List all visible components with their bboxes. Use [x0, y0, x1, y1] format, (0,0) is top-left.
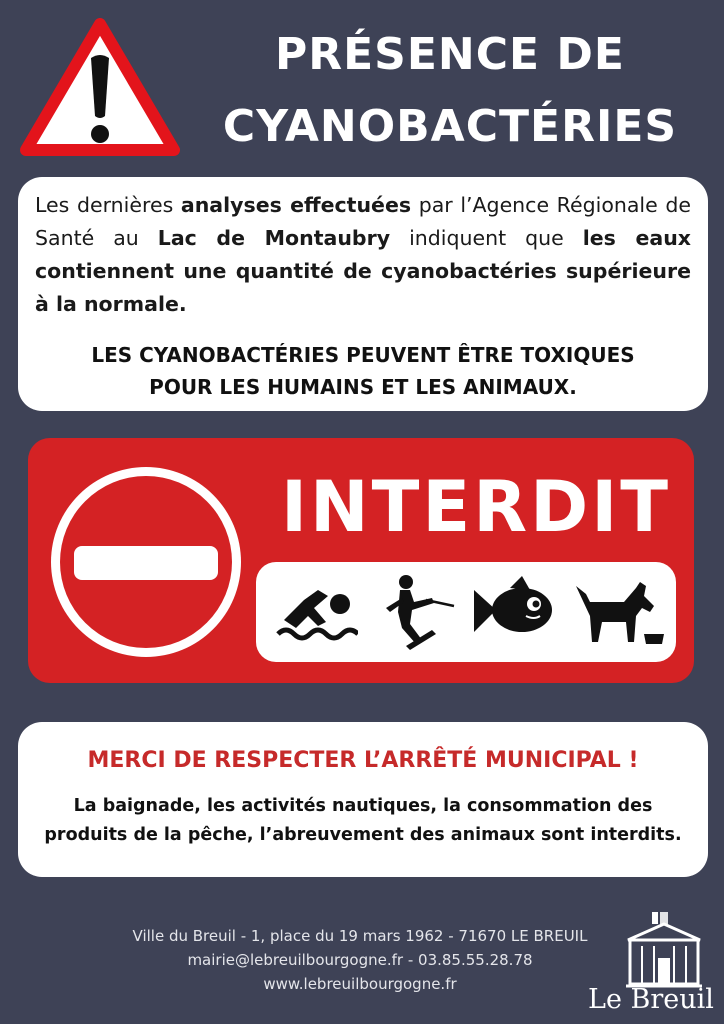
prohibited-activities [256, 562, 676, 662]
swimming-icon [274, 572, 358, 652]
page-title-line2: CYANOBACTÉRIES [222, 101, 678, 152]
footer-contact: mairie@lebreuilbourgogne.fr - 03.85.55.28.78 [187, 951, 533, 969]
ban-panel [28, 438, 694, 683]
intro-text-2: par l’Agence Régionale de Santé au [35, 193, 691, 250]
intro-bold-lake: Lac de Montaubry [157, 226, 391, 250]
intro-bold-analyses: analyses effectuées [180, 193, 412, 217]
footer-website: www.lebreuilbourgogne.fr [263, 975, 457, 993]
prohibition-rules [28, 792, 698, 850]
merci-card [18, 722, 708, 877]
ban-label: INTERDIT [281, 466, 671, 548]
prohibition-rules-line2: produits de la pêche, l’abreuvement des animaux sont interdits. [44, 825, 682, 845]
town-logo-text: Le Breuil [588, 984, 714, 1015]
intro-text-3: indiquent que [390, 226, 583, 250]
intro-bold-waters: les eaux contiennent une quantité de cyanobactéries supérieure à la normale. [35, 226, 692, 316]
fish-icon [470, 572, 554, 652]
municipal-order-title: MERCI DE RESPECTER L’ARRÊTÉ MUNICIPAL ! [87, 748, 639, 773]
town-hall-logo-icon [616, 910, 712, 988]
intro-text-1: Les dernières [35, 193, 181, 217]
water-ski-icon [376, 572, 460, 652]
footer-address: Ville du Breuil - 1, place du 19 mars 1962 - 71670 LE BREUIL [132, 927, 588, 945]
warning-triangle-icon [20, 18, 180, 160]
no-entry-icon [44, 460, 248, 664]
intro-paragraph [35, 189, 691, 321]
info-card [18, 177, 708, 411]
toxicity-warning-line2: POUR LES HUMAINS ET LES ANIMAUX. [149, 375, 577, 399]
dog-drinking-icon [570, 572, 666, 652]
toxicity-warning [35, 339, 691, 403]
page-title-line1: PRÉSENCE DE [274, 29, 625, 80]
toxicity-warning-line1: LES CYANOBACTÉRIES PEUVENT ÊTRE TOXIQUES [91, 343, 635, 367]
prohibition-rules-line1: La baignade, les activités nautiques, la consommation des [73, 796, 653, 816]
footer [90, 924, 630, 996]
